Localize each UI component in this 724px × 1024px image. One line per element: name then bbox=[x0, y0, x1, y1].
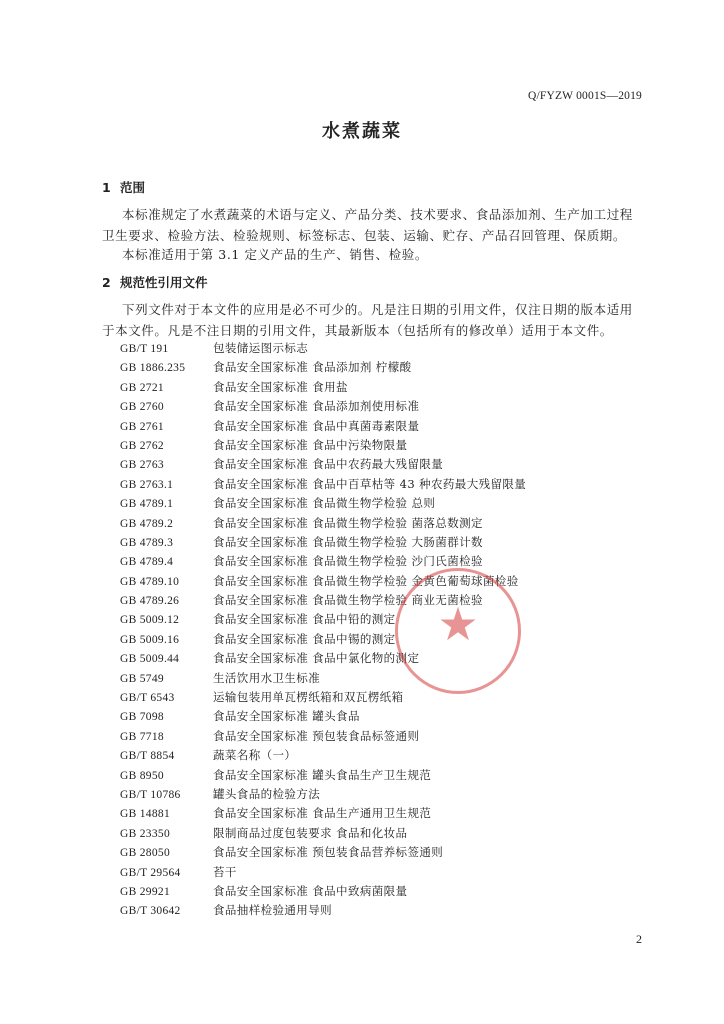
reference-row bbox=[120, 708, 526, 727]
reference-name: 生活饮用水卫生标准 bbox=[213, 670, 321, 685]
reference-name: 食品安全国家标准 罐头食品生产卫生规范 bbox=[213, 767, 432, 782]
reference-name: 蔬菜名称（一） bbox=[213, 748, 297, 763]
reference-name: 包装储运图示标志 bbox=[213, 341, 309, 355]
reference-row bbox=[120, 902, 526, 921]
reference-code: GB 2763 bbox=[120, 459, 164, 472]
reference-code: GB 5009.16 bbox=[120, 633, 180, 646]
reference-code: GB 4789.1 bbox=[120, 498, 174, 511]
reference-code: GB 5749 bbox=[120, 672, 164, 685]
reference-code: GB 7718 bbox=[120, 730, 164, 743]
reference-row bbox=[120, 534, 526, 553]
reference-row bbox=[120, 767, 526, 786]
reference-row bbox=[120, 883, 526, 902]
reference-row bbox=[120, 747, 526, 766]
reference-name: 食品安全国家标准 食品中锡的测定 bbox=[213, 631, 396, 646]
reference-name: 食品安全国家标准 食品中铅的测定 bbox=[213, 612, 396, 627]
page-number: 2 bbox=[636, 932, 642, 946]
reference-row bbox=[120, 786, 526, 805]
reference-row bbox=[120, 864, 526, 883]
reference-name: 食品安全国家标准 食品生产通用卫生规范 bbox=[213, 806, 432, 821]
reference-row bbox=[120, 844, 526, 863]
reference-code: GB 8950 bbox=[120, 769, 164, 782]
reference-code: GB 23350 bbox=[120, 827, 171, 840]
reference-code: GB 4789.10 bbox=[120, 575, 180, 588]
reference-row bbox=[120, 825, 526, 844]
reference-name: 食品安全国家标准 食品微生物学检验 菌落总数测定 bbox=[213, 515, 483, 530]
reference-row bbox=[120, 379, 526, 398]
reference-name: 运输包装用单瓦楞纸箱和双瓦楞纸箱 bbox=[213, 690, 404, 705]
reference-name: 食品安全国家标准 食品微生物学检验 商业无菌检验 bbox=[213, 593, 483, 608]
reference-row bbox=[120, 728, 526, 747]
section-2-title: 规范性引用文件 bbox=[120, 275, 208, 290]
section-2-number: 2 bbox=[102, 275, 111, 290]
section-2-intro: 下列文件对于本文件的应用是必不可少的。凡是注日期的引用文件，仅注日期的版本适用于本文件。凡是不注日期的引用文件，其最新版本（包括所有的修改单）适用于本文件。 bbox=[102, 302, 633, 338]
reference-code: GB 14881 bbox=[120, 808, 171, 821]
reference-name: 食品安全国家标准 食品中真菌毒素限量 bbox=[213, 418, 420, 433]
reference-code: GB/T 10786 bbox=[120, 788, 181, 801]
reference-name: 食品抽样检验通用导则 bbox=[213, 903, 332, 918]
reference-code: GB 4789.26 bbox=[120, 595, 180, 608]
reference-row bbox=[120, 340, 526, 359]
reference-code: GB 4789.2 bbox=[120, 517, 174, 530]
reference-code: GB 2763.1 bbox=[120, 478, 174, 491]
reference-name: 食品安全国家标准 食用盐 bbox=[213, 379, 348, 394]
section-1-paragraph-2: 本标准适用于第 3.1 定义产品的生产、销售、检验。 bbox=[122, 247, 428, 262]
reference-name: 食品安全国家标准 食品中氯化物的测定 bbox=[213, 651, 420, 666]
reference-row bbox=[120, 515, 526, 534]
section-1-number: 1 bbox=[102, 180, 111, 195]
star-icon: ★ bbox=[437, 597, 479, 651]
reference-row bbox=[120, 359, 526, 378]
reference-name: 食品安全国家标准 食品添加剂 柠檬酸 bbox=[213, 360, 412, 375]
reference-name: 食品安全国家标准 食品中污染物限量 bbox=[213, 437, 408, 452]
reference-code: GB 1886.235 bbox=[120, 362, 186, 375]
document-code: Q/FYZW 0001S—2019 bbox=[527, 90, 642, 102]
reference-name: 食品安全国家标准 食品中农药最大残留限量 bbox=[213, 457, 444, 472]
reference-code: GB 2762 bbox=[120, 439, 164, 452]
section-1-title: 范围 bbox=[120, 180, 146, 195]
reference-code: GB 7098 bbox=[120, 711, 164, 724]
section-1-paragraph-1: 本标准规定了水煮蔬菜的术语与定义、产品分类、技术要求、食品添加剂、生产加工过程卫生要求、检验方法、检验规则、标签标志、包装、运输、贮存、产品召回管理、保质期。 bbox=[102, 207, 633, 243]
reference-name: 限制商品过度包装要求 食品和化妆品 bbox=[213, 825, 408, 840]
reference-name: 食品安全国家标准 预包装食品营养标签通则 bbox=[213, 845, 444, 860]
reference-code: GB/T 29564 bbox=[120, 866, 181, 879]
section-2-heading bbox=[102, 273, 208, 291]
reference-row bbox=[120, 495, 526, 514]
reference-name: 食品安全国家标准 食品中百草枯等 43 种农药最大残留限量 bbox=[213, 476, 527, 491]
official-seal bbox=[395, 568, 521, 694]
reference-row bbox=[120, 476, 526, 495]
reference-code: GB 29921 bbox=[120, 885, 171, 898]
reference-code: GB 5009.12 bbox=[120, 614, 180, 627]
document-title: 水煮蔬菜 bbox=[322, 121, 402, 142]
reference-name: 食品安全国家标准 食品微生物学检验 沙门氏菌检验 bbox=[213, 554, 483, 569]
reference-code: GB 4789.3 bbox=[120, 536, 174, 549]
reference-code: GB/T 191 bbox=[120, 343, 169, 355]
reference-name: 罐头食品的检验方法 bbox=[213, 786, 321, 801]
reference-code: GB 4789.4 bbox=[120, 556, 174, 569]
reference-row bbox=[120, 805, 526, 824]
reference-row bbox=[120, 437, 526, 456]
reference-name: 食品安全国家标准 食品微生物学检验 总则 bbox=[213, 496, 436, 511]
reference-code: GB 5009.44 bbox=[120, 653, 180, 666]
reference-name: 食品安全国家标准 罐头食品 bbox=[213, 709, 360, 724]
reference-code: GB 2721 bbox=[120, 381, 164, 394]
reference-code: GB 2760 bbox=[120, 401, 164, 414]
reference-name: 苔干 bbox=[213, 864, 237, 879]
reference-row bbox=[120, 418, 526, 437]
reference-row bbox=[120, 456, 526, 475]
reference-name: 食品安全国家标准 食品微生物学检验 金黄色葡萄球菌检验 bbox=[213, 573, 519, 588]
reference-code: GB 28050 bbox=[120, 847, 171, 860]
reference-name: 食品安全国家标准 食品中致病菌限量 bbox=[213, 883, 408, 898]
reference-code: GB/T 30642 bbox=[120, 905, 181, 918]
reference-name: 食品安全国家标准 食品微生物学检验 大肠菌群计数 bbox=[213, 534, 483, 549]
reference-code: GB 2761 bbox=[120, 420, 164, 433]
reference-code: GB/T 6543 bbox=[120, 692, 175, 705]
reference-name: 食品安全国家标准 预包装食品标签通则 bbox=[213, 728, 420, 743]
section-1-heading bbox=[102, 178, 145, 196]
reference-row bbox=[120, 398, 526, 417]
reference-name: 食品安全国家标准 食品添加剂使用标准 bbox=[213, 399, 420, 414]
reference-code: GB/T 8854 bbox=[120, 750, 175, 763]
